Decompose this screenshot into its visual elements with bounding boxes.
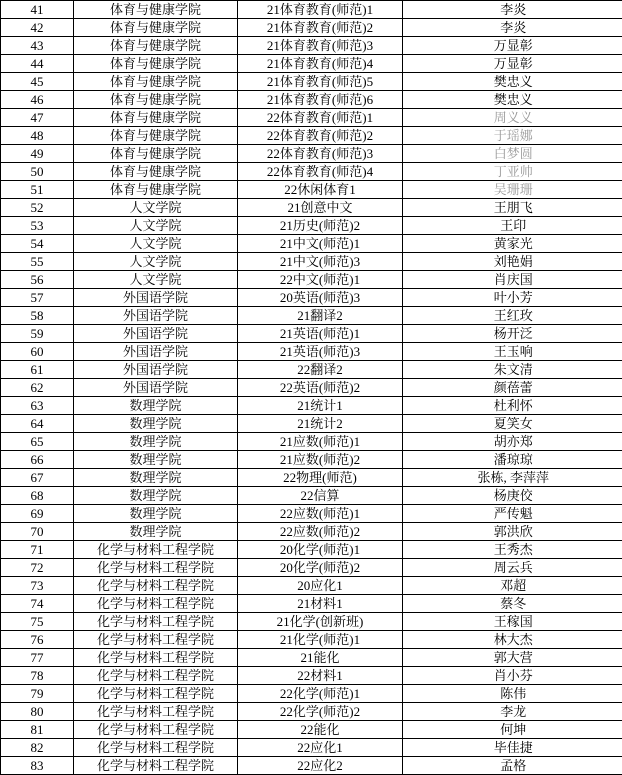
table-row [1,379,622,397]
row-number-cell: 53 [1,217,74,235]
class-cell: 20应化1 [238,577,403,595]
college-cell: 体育与健康学院 [74,181,238,199]
name-cell: 肖庆国 [403,271,622,289]
name-cell: 严传魁 [403,505,622,523]
name-cell: 李炎 [403,19,622,37]
row-number-cell: 82 [1,739,74,757]
table-row [1,145,622,163]
row-number-cell: 61 [1,361,74,379]
class-cell: 21英语(师范)3 [238,343,403,361]
college-cell: 化学与材料工程学院 [74,595,238,613]
table-row [1,739,622,757]
name-cell: 夏笑女 [403,415,622,433]
college-cell: 数理学院 [74,433,238,451]
class-cell: 22体育教育(师范)4 [238,163,403,181]
name-cell: 刘艳娟 [403,253,622,271]
table-row [1,433,622,451]
row-number-cell: 63 [1,397,74,415]
class-cell: 21体育教育(师范)3 [238,37,403,55]
name-cell: 丁亚帅 [403,163,622,181]
college-cell: 数理学院 [74,469,238,487]
college-cell: 化学与材料工程学院 [74,559,238,577]
class-cell: 20化学(师范)1 [238,541,403,559]
name-cell: 樊忠义 [403,91,622,109]
table-row [1,613,622,631]
table-row [1,685,622,703]
row-number-cell: 67 [1,469,74,487]
name-cell: 樊忠义 [403,73,622,91]
college-cell: 体育与健康学院 [74,145,238,163]
row-number-cell: 46 [1,91,74,109]
name-cell: 白梦圆 [403,145,622,163]
table-row [1,469,622,487]
class-cell: 22应化2 [238,757,403,775]
class-cell: 21应数(师范)2 [238,451,403,469]
name-cell: 王玉响 [403,343,622,361]
name-cell: 邓超 [403,577,622,595]
name-cell: 杨庚佼 [403,487,622,505]
table-row [1,19,622,37]
class-cell: 21统计2 [238,415,403,433]
class-cell: 22应化1 [238,739,403,757]
row-number-cell: 51 [1,181,74,199]
class-cell: 22材料1 [238,667,403,685]
table-row [1,1,622,19]
college-cell: 体育与健康学院 [74,1,238,19]
table-row [1,253,622,271]
name-cell: 李炎 [403,1,622,19]
table-row [1,55,622,73]
row-number-cell: 56 [1,271,74,289]
class-cell: 22体育教育(师范)2 [238,127,403,145]
class-cell: 21体育教育(师范)4 [238,55,403,73]
table-row [1,343,622,361]
college-cell: 体育与健康学院 [74,163,238,181]
class-cell: 22应数(师范)1 [238,505,403,523]
row-number-cell: 59 [1,325,74,343]
college-cell: 化学与材料工程学院 [74,757,238,775]
class-cell: 22应数(师范)2 [238,523,403,541]
row-number-cell: 64 [1,415,74,433]
table-row [1,91,622,109]
college-cell: 体育与健康学院 [74,55,238,73]
name-cell: 陈伟 [403,685,622,703]
college-cell: 化学与材料工程学院 [74,739,238,757]
table-body [1,1,622,775]
college-cell: 外国语学院 [74,343,238,361]
class-cell: 21能化 [238,649,403,667]
row-number-cell: 69 [1,505,74,523]
class-cell: 21材料1 [238,595,403,613]
name-cell: 万显彰 [403,55,622,73]
table-row [1,37,622,55]
class-cell: 21翻译2 [238,307,403,325]
name-cell: 周义义 [403,109,622,127]
college-cell: 外国语学院 [74,289,238,307]
table-row [1,307,622,325]
name-cell: 王红玫 [403,307,622,325]
table-row [1,181,622,199]
class-cell: 21历史(师范)2 [238,217,403,235]
college-cell: 体育与健康学院 [74,37,238,55]
table-row [1,163,622,181]
table-row [1,523,622,541]
name-cell: 杜利怀 [403,397,622,415]
row-number-cell: 50 [1,163,74,181]
college-cell: 数理学院 [74,523,238,541]
name-cell: 杨开泛 [403,325,622,343]
college-cell: 数理学院 [74,397,238,415]
row-number-cell: 72 [1,559,74,577]
table-row [1,397,622,415]
row-number-cell: 52 [1,199,74,217]
class-cell: 21中文(师范)1 [238,235,403,253]
row-number-cell: 80 [1,703,74,721]
college-cell: 体育与健康学院 [74,109,238,127]
table-row [1,631,622,649]
class-cell: 21化学(创新班) [238,613,403,631]
college-cell: 体育与健康学院 [74,127,238,145]
college-cell: 化学与材料工程学院 [74,667,238,685]
class-cell: 20化学(师范)2 [238,559,403,577]
class-cell: 20英语(师范)3 [238,289,403,307]
class-cell: 21体育教育(师范)6 [238,91,403,109]
college-cell: 外国语学院 [74,307,238,325]
name-cell: 王稼国 [403,613,622,631]
table-row [1,127,622,145]
row-number-cell: 43 [1,37,74,55]
college-cell: 数理学院 [74,451,238,469]
name-cell: 胡亦郑 [403,433,622,451]
college-cell: 数理学院 [74,487,238,505]
class-cell: 21体育教育(师范)5 [238,73,403,91]
class-cell: 21化学(师范)1 [238,631,403,649]
row-number-cell: 60 [1,343,74,361]
row-number-cell: 54 [1,235,74,253]
name-cell: 张栋, 李萍萍 [403,469,622,487]
name-cell: 蔡冬 [403,595,622,613]
row-number-cell: 57 [1,289,74,307]
class-cell: 21应数(师范)1 [238,433,403,451]
college-cell: 外国语学院 [74,379,238,397]
row-number-cell: 71 [1,541,74,559]
table-row [1,757,622,775]
name-cell: 孟格 [403,757,622,775]
table-row [1,487,622,505]
table-row [1,361,622,379]
row-number-cell: 55 [1,253,74,271]
row-number-cell: 62 [1,379,74,397]
class-cell: 22化学(师范)2 [238,703,403,721]
class-cell: 22化学(师范)1 [238,685,403,703]
college-cell: 化学与材料工程学院 [74,721,238,739]
table-row [1,235,622,253]
row-number-cell: 45 [1,73,74,91]
college-cell: 数理学院 [74,415,238,433]
name-cell: 郭洪欣 [403,523,622,541]
name-cell: 吴珊珊 [403,181,622,199]
college-cell: 化学与材料工程学院 [74,577,238,595]
table-row [1,73,622,91]
table-row [1,325,622,343]
college-cell: 人文学院 [74,253,238,271]
name-cell: 叶小芳 [403,289,622,307]
college-cell: 体育与健康学院 [74,73,238,91]
table-row [1,199,622,217]
name-cell: 王朋飞 [403,199,622,217]
table-row [1,109,622,127]
name-cell: 黄家光 [403,235,622,253]
table-row [1,559,622,577]
row-number-cell: 48 [1,127,74,145]
college-cell: 人文学院 [74,235,238,253]
name-cell: 郭大营 [403,649,622,667]
college-cell: 化学与材料工程学院 [74,685,238,703]
name-cell: 肖小芬 [403,667,622,685]
table-row [1,577,622,595]
college-cell: 化学与材料工程学院 [74,649,238,667]
row-number-cell: 41 [1,1,74,19]
name-cell: 颜蓓蕾 [403,379,622,397]
row-number-cell: 65 [1,433,74,451]
class-cell: 22信算 [238,487,403,505]
college-cell: 外国语学院 [74,325,238,343]
table-row [1,703,622,721]
table-row [1,217,622,235]
row-number-cell: 70 [1,523,74,541]
class-cell: 21创意中文 [238,199,403,217]
row-number-cell: 73 [1,577,74,595]
class-cell: 22能化 [238,721,403,739]
row-number-cell: 79 [1,685,74,703]
row-number-cell: 76 [1,631,74,649]
name-cell: 朱文清 [403,361,622,379]
table-row [1,451,622,469]
table-row [1,595,622,613]
table-row [1,667,622,685]
college-cell: 人文学院 [74,271,238,289]
table-row [1,721,622,739]
class-cell: 22体育教育(师范)1 [238,109,403,127]
row-number-cell: 78 [1,667,74,685]
row-number-cell: 74 [1,595,74,613]
class-cell: 22翻译2 [238,361,403,379]
class-cell: 22英语(师范)2 [238,379,403,397]
row-number-cell: 75 [1,613,74,631]
class-cell: 21中文(师范)3 [238,253,403,271]
row-number-cell: 68 [1,487,74,505]
row-number-cell: 58 [1,307,74,325]
college-cell: 化学与材料工程学院 [74,631,238,649]
college-cell: 数理学院 [74,505,238,523]
table-row [1,271,622,289]
college-cell: 体育与健康学院 [74,19,238,37]
table-row [1,541,622,559]
college-cell: 人文学院 [74,199,238,217]
row-number-cell: 49 [1,145,74,163]
name-cell: 毕佳捷 [403,739,622,757]
name-cell: 李龙 [403,703,622,721]
college-cell: 化学与材料工程学院 [74,613,238,631]
name-cell: 潘琼琼 [403,451,622,469]
row-number-cell: 77 [1,649,74,667]
name-cell: 周云兵 [403,559,622,577]
table-row [1,415,622,433]
class-cell: 22体育教育(师范)3 [238,145,403,163]
name-cell: 于瑶娜 [403,127,622,145]
college-cell: 人文学院 [74,217,238,235]
table-row [1,505,622,523]
name-cell: 王印 [403,217,622,235]
college-cell: 化学与材料工程学院 [74,703,238,721]
college-cell: 外国语学院 [74,361,238,379]
table-row [1,289,622,307]
class-cell: 21体育教育(师范)1 [238,1,403,19]
name-cell: 万显彰 [403,37,622,55]
name-cell: 何坤 [403,721,622,739]
row-number-cell: 83 [1,757,74,775]
table-row [1,649,622,667]
class-cell: 21体育教育(师范)2 [238,19,403,37]
row-number-cell: 47 [1,109,74,127]
row-number-cell: 42 [1,19,74,37]
class-cell: 21英语(师范)1 [238,325,403,343]
college-cell: 体育与健康学院 [74,91,238,109]
college-cell: 化学与材料工程学院 [74,541,238,559]
class-cell: 22物理(师范) [238,469,403,487]
row-number-cell: 81 [1,721,74,739]
row-number-cell: 66 [1,451,74,469]
class-cell: 22休闲体育1 [238,181,403,199]
class-cell: 21统计1 [238,397,403,415]
class-cell: 22中文(师范)1 [238,271,403,289]
name-cell: 林大杰 [403,631,622,649]
name-cell: 王秀杰 [403,541,622,559]
row-number-cell: 44 [1,55,74,73]
